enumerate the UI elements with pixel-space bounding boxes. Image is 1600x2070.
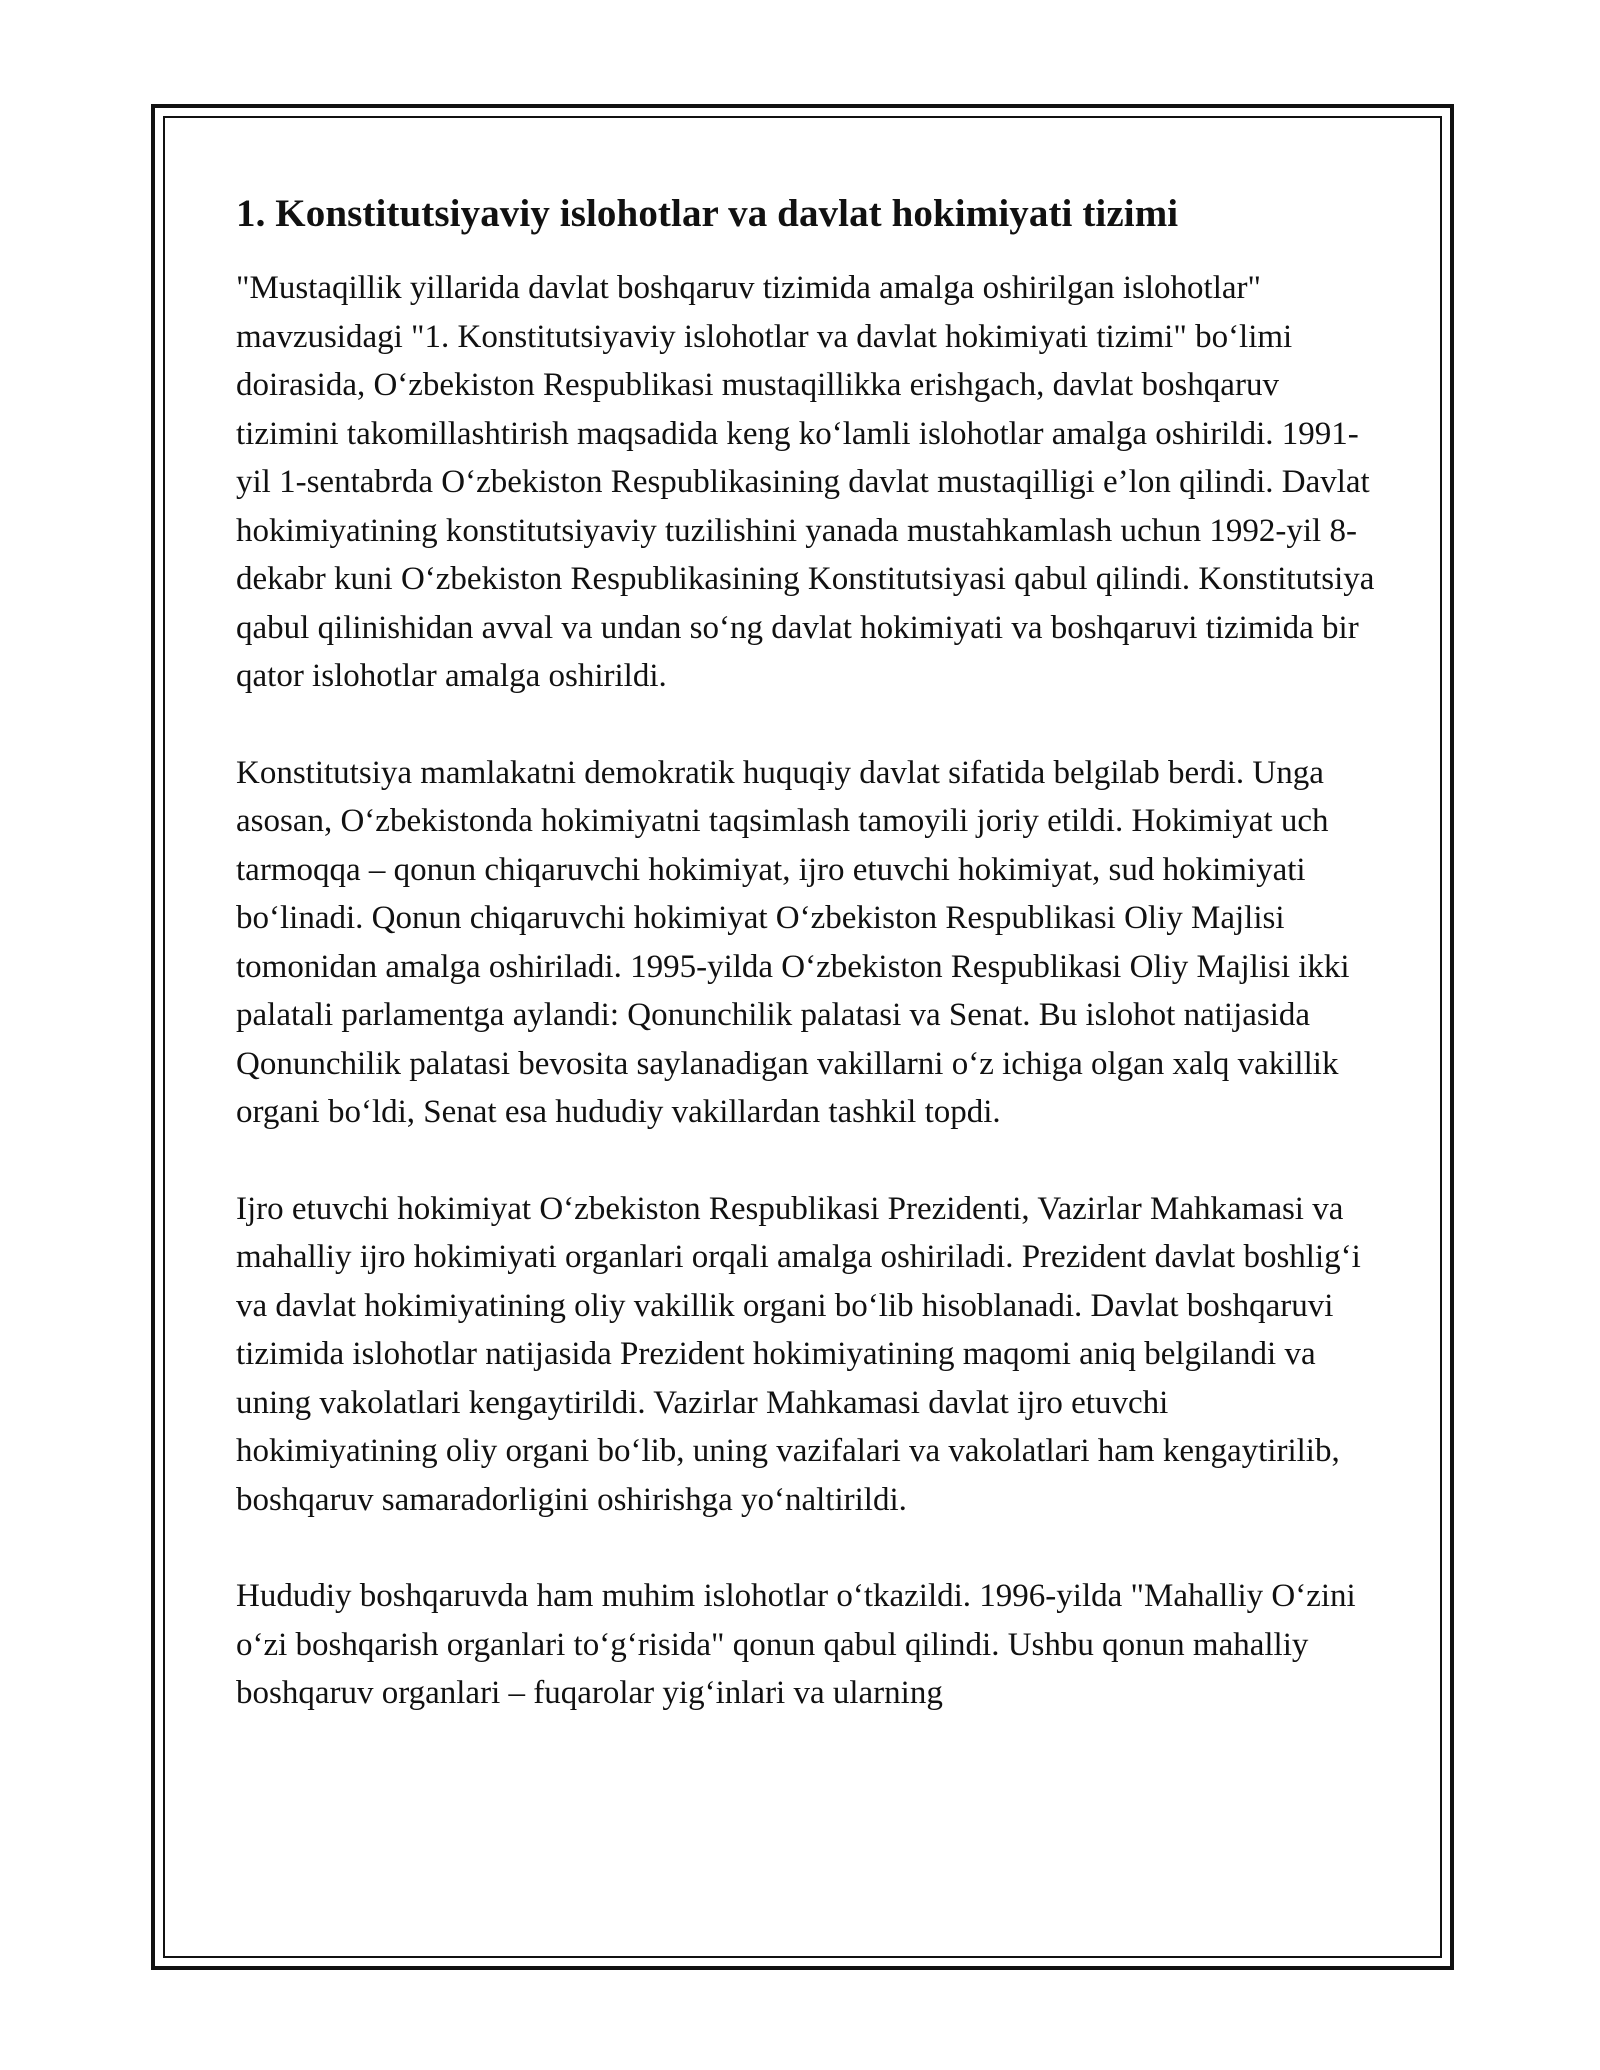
- section-heading: 1. Konstitutsiyaviy islohotlar va davlat hokimiyati tizimi: [236, 192, 1179, 235]
- document-body: [236, 190, 1376, 1766]
- paragraph-2: Konstitutsiya mamlakatni demokratik huquqiy davlat sifatida belgilab berdi. Unga asosan, O‘zbekistonda hokimiyatni taqsimlash tamoyili joriy etildi. Hokimiyat uch tarmoqqa – qonun chiqaruvchi hokimiyat, ijro etuvchi hokimiyat, sud hokimiyati bo‘linadi. Qonun chiqaruvchi hokimiyat O‘zbekiston Respublikasi Oliy Majlisi tomonidan amalga oshiriladi. 1995-yilda O‘zbekiston Respublikasi Oliy Majlisi ikki palatali parlamentga aylandi: Qonunchilik palatasi va Senat. Bu islohot natijasida Qonunchilik palatasi bevosita saylanadigan vakillarni o‘z ichiga olgan xalq vakillik organi bo‘ldi, Senat esa hududiy vakillardan tashkil topdi.: [236, 754, 1350, 1130]
- paragraph-4: Hududiy boshqaruvda ham muhim islohotlar o‘tkazildi. 1996-yilda "Mahalliy O‘zini o‘zi boshqarish organlari to‘g‘risida" qonun qabul qilindi. Ushbu qonun mahalliy boshqaruv organlari – fuqarolar yig‘inlari va ularning: [236, 1578, 1356, 1711]
- paragraph-1: "Mustaqillik yillarida davlat boshqaruv tizimida amalga oshirilgan islohotlar" mavzusidagi "1. Konstitutsiyaviy islohotlar va davlat hokimiyati tizimi" bo‘limi doirasida, O‘zbekiston Respublikasi mustaqillikka erishgach, davlat boshqaruv tizimini takomillashtirish maqsadida keng ko‘lamli islohotlar amalga oshirildi. 1991-yil 1-sentabrda O‘zbekiston Respublikasining davlat mustaqilligi e’lon qilindi. Davlat hokimiyatining konstitutsiyaviy tuzilishini yanada mustahkamlash uchun 1992-yil 8-dekabr kuni O‘zbekiston Respublikasining Konstitutsiyasi qabul qilindi. Konstitutsiya qabul qilinishidan avval va undan so‘ng davlat hokimiyati va boshqaruvi tizimida bir qator islohotlar amalga oshirildi.: [236, 270, 1375, 694]
- paragraph-3: Ijro etuvchi hokimiyat O‘zbekiston Respublikasi Prezidenti, Vazirlar Mahkamasi va mahalliy ijro hokimiyati organlari orqali amalga oshiriladi. Prezident davlat boshlig‘i va davlat hokimiyatining oliy vakillik organi bo‘lib hisoblanadi. Davlat boshqaruvi tizimida islohotlar natijasida Prezident hokimiyatining maqomi aniq belgilandi va uning vakolatlari kengaytirildi. Vazirlar Mahkamasi davlat ijro etuvchi hokimiyatining oliy organi bo‘lib, uning vazifalari va vakolatlari ham kengaytirilib, boshqaruv samaradorligini oshirishga yo‘naltirildi.: [236, 1190, 1361, 1518]
